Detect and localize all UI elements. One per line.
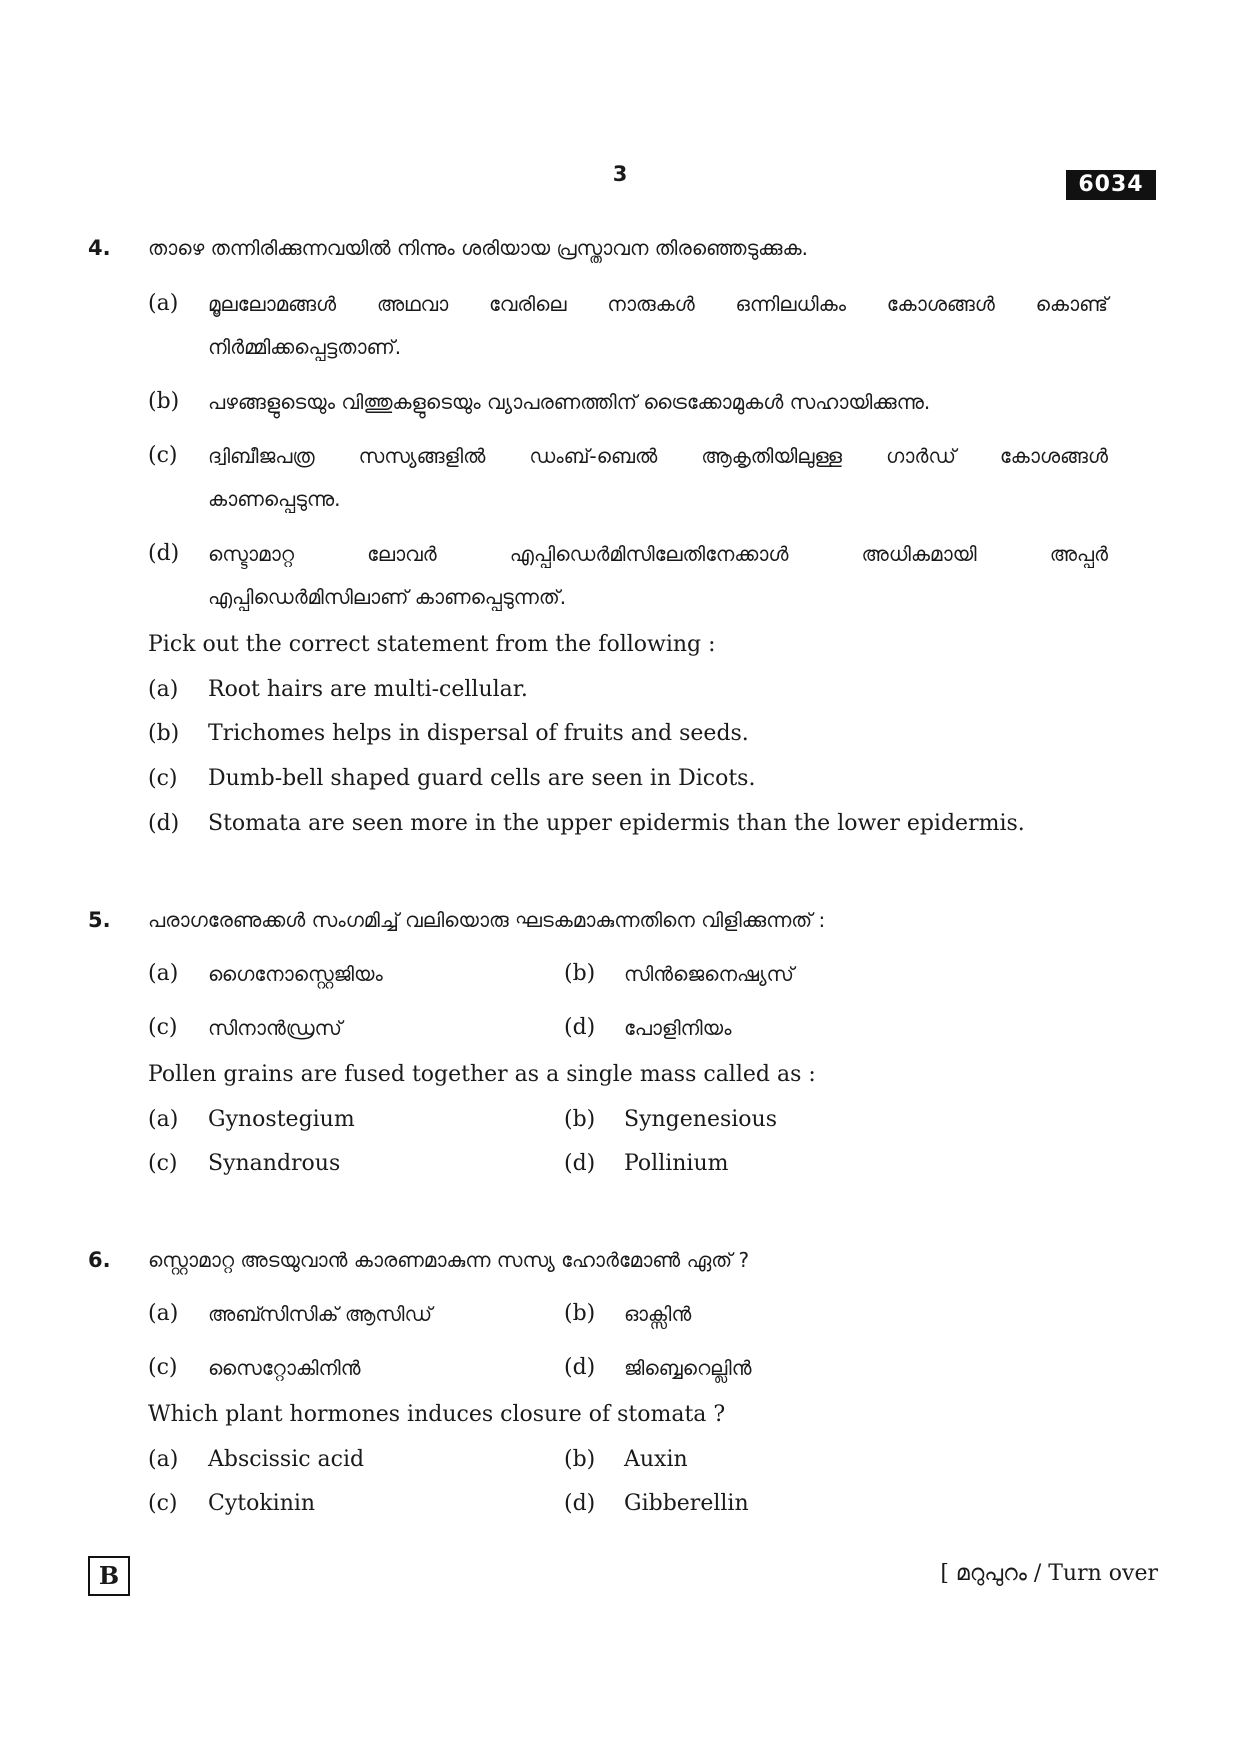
option-text-en: Root hairs are multi-cellular.: [208, 677, 528, 702]
option-label: (a): [148, 677, 179, 702]
option-label: (a): [148, 1301, 179, 1326]
option-text-ml: സൈറ്റോകിനിൻ: [208, 1356, 361, 1380]
option-text-en: Trichomes helps in dispersal of fruits and seeds.: [208, 721, 749, 746]
option-text-en: Auxin: [624, 1447, 688, 1472]
option-text-ml: മൂലലോമങ്ങൾ അഥവാ വേരിലെ നാരുകൾ ഒന്നിലധികം കോശങ്ങൾ കൊണ്ട്: [208, 292, 1108, 316]
option-label: (c): [148, 1151, 178, 1176]
question-number: 6.: [88, 1248, 111, 1272]
option-text-ml-cont: എപ്പിഡെർമിസിലാണ് കാണപ്പെടുന്നത്.: [208, 585, 567, 609]
option-label: (b): [564, 961, 596, 986]
option-label: (d): [564, 1355, 596, 1380]
paper-code-badge: 6034: [1066, 170, 1156, 200]
question-stem-en: Pollen grains are fused together as a single mass called as :: [148, 1062, 816, 1087]
option-text-ml: ഓക്സിൻ: [624, 1302, 692, 1326]
option-label: (d): [148, 811, 180, 836]
option-text-ml: അബ്സിസിക് ആസിഡ്: [208, 1302, 433, 1326]
option-label: (a): [148, 291, 179, 316]
option-label: (b): [148, 389, 180, 414]
option-text-en: Cytokinin: [208, 1491, 316, 1516]
page-number: 3: [612, 162, 628, 186]
option-text-en: Synandrous: [208, 1151, 341, 1176]
option-label: (c): [148, 766, 178, 791]
question-stem-ml: താഴെ തന്നിരിക്കുന്നവയിൽ നിന്നും ശരിയായ പ്രസ്താവന തിരഞ്ഞെടുക്കുക.: [148, 236, 808, 260]
question-number: 5.: [88, 908, 111, 932]
question-number: 4.: [88, 236, 111, 260]
option-label: (c): [148, 1355, 178, 1380]
option-text-ml: പഴങ്ങളുടെയും വിത്തുകളുടെയും വ്യാപരണത്തിന് ട്രൈക്കോമുകൾ സഹായിക്കുന്നു.: [208, 390, 931, 414]
option-text-en: Gibberellin: [624, 1491, 749, 1516]
option-label: (b): [564, 1301, 596, 1326]
option-text-ml: സിൻജെനെഷ്യസ്: [624, 962, 794, 986]
question-stem-ml: പരാഗരേണുക്കൾ സംഗമിച്ച് വലിയൊരു ഘടകമാകുന്നതിനെ വിളിക്കുന്നത് :: [148, 908, 826, 932]
turn-over-note: [ മറുപുറം / Turn over: [940, 1561, 1158, 1586]
option-label: (d): [564, 1151, 596, 1176]
option-label: (d): [564, 1491, 596, 1516]
option-text-en: Stomata are seen more in the upper epidermis than the lower epidermis.: [208, 811, 1025, 836]
option-text-en: Pollinium: [624, 1151, 729, 1176]
option-text-ml-cont: കാണപ്പെടുന്നു.: [208, 487, 341, 511]
booklet-code-box: B: [88, 1556, 130, 1596]
option-label: (c): [148, 443, 178, 468]
option-text-ml: ഗൈനോസ്റ്റെജിയം: [208, 962, 383, 986]
question-stem-en: Pick out the correct statement from the following :: [148, 632, 716, 657]
option-label: (a): [148, 1447, 179, 1472]
option-label: (a): [148, 1107, 179, 1132]
option-text-ml-cont: നിർമ്മിക്കപ്പെട്ടതാണ്.: [208, 335, 402, 359]
option-text-ml: ദ്വിബീജപത്ര സസ്യങ്ങളിൽ ഡംബ്-ബെൽ ആകൃതിയിലുള്ള ഗാർഡ് കോശങ്ങൾ: [208, 444, 1108, 468]
option-text-ml: പോളിനിയം: [624, 1016, 732, 1040]
option-text-en: Syngenesious: [624, 1107, 777, 1132]
option-label: (b): [564, 1107, 596, 1132]
option-label: (c): [148, 1015, 178, 1040]
option-text-ml: സിനാൻഡ്രസ്: [208, 1016, 342, 1040]
option-text-en: Gynostegium: [208, 1107, 355, 1132]
option-text-en: Dumb-bell shaped guard cells are seen in Dicots.: [208, 766, 756, 791]
option-text-ml: സ്ടൊമാറ്റ ലോവർ എപ്പിഡെർമിസിലേതിനേക്കാൾ അധികമായി അപ്പർ: [208, 542, 1108, 566]
option-text-en: Abscissic acid: [208, 1447, 365, 1472]
option-text-ml: ജിബ്ബെറെല്ലിൻ: [624, 1356, 752, 1380]
option-label: (a): [148, 961, 179, 986]
option-label: (c): [148, 1491, 178, 1516]
option-label: (d): [148, 541, 180, 566]
question-stem-en: Which plant hormones induces closure of stomata ?: [148, 1402, 726, 1427]
option-label: (b): [148, 721, 180, 746]
question-stem-ml: സ്റ്റൊമാറ്റ അടയുവാൻ കാരണമാകുന്ന സസ്യ ഹോർമോൺ ഏത് ?: [148, 1248, 750, 1272]
option-label: (b): [564, 1447, 596, 1472]
option-label: (d): [564, 1015, 596, 1040]
